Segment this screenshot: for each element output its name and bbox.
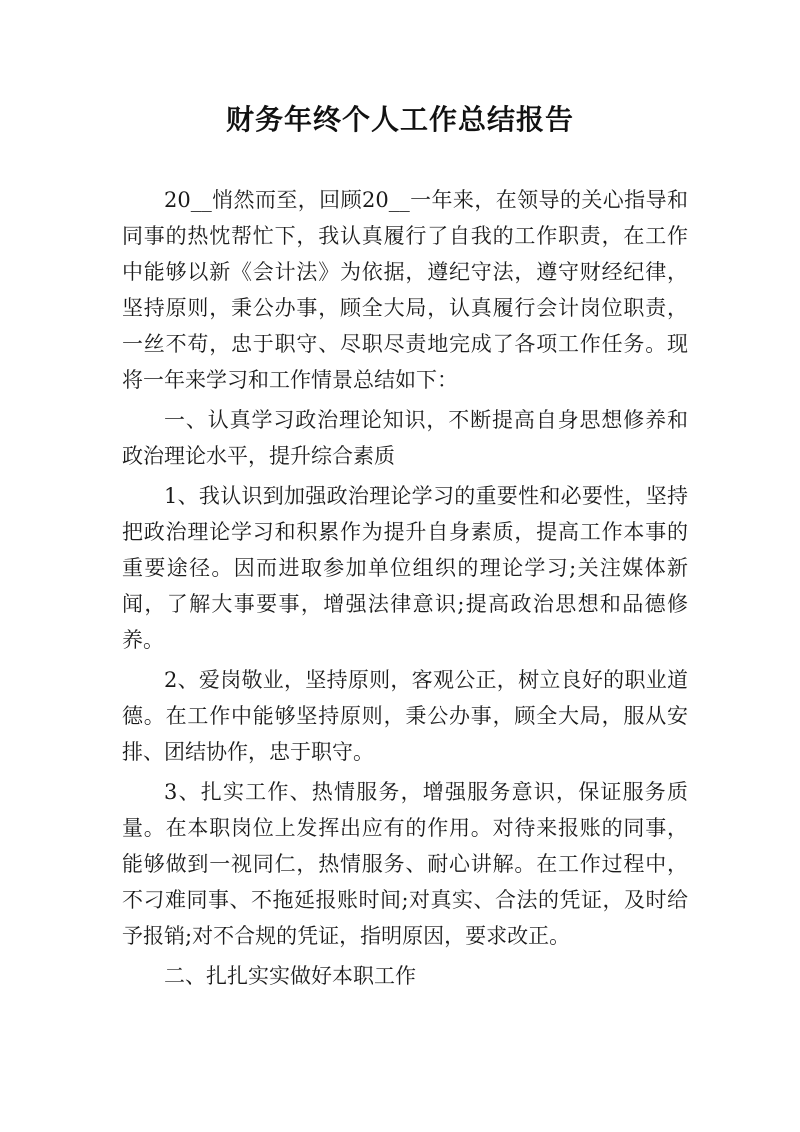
document-title: 财务年终个人工作总结报告 bbox=[225, 103, 574, 136]
paragraph-item-3: 3、扎实工作、热情服务，增强服务意识，保证服务质量。在本职岗位上发挥出应有的作用。对待来报账的同事，能够做到一视同仁，热情服务、耐心讲解。在工作过程中，不刁难同事、不拖延报账时间;对真实、合法的凭证，及时给予报销;对不合规的凭证，指明原因，要求改正。 bbox=[122, 780, 688, 948]
paragraph-section-1-heading: 一、认真学习政治理论知识，不断提高自身思想修养和政治理论水平，提升综合素质 bbox=[122, 408, 688, 468]
paragraph-intro: 20__悄然而至，回顾20__一年来，在领导的关心指导和同事的热忱帮忙下，我认真履行了自我的工作职责，在工作中能够以新《会计法》为依据，遵纪守法，遵守财经纪律，坚持原则，秉公办事，顾全大局，认真履行会计岗位职责，一丝不苟，忠于职守、尽职尽责地完成了各项工作任务。现将一年来学习和工作情景总结如下： bbox=[122, 188, 688, 392]
document-body bbox=[122, 182, 688, 998]
paragraph-section-2-heading: 二、扎扎实实做好本职工作 bbox=[164, 964, 416, 988]
paragraph-item-2: 2、爱岗敬业，坚持原则，客观公正，树立良好的职业道德。在工作中能够坚持原则，秉公办事，顾全大局，服从安排、团结协作，忠于职守。 bbox=[122, 668, 688, 764]
paragraph-item-1: 1、我认识到加强政治理论学习的重要性和必要性，坚持把政治理论学习和积累作为提升自身素质，提高工作本事的重要途径。因而进取参加单位组织的理论学习;关注媒体新闻，了解大事要事，增强法律意识;提高政治思想和品德修养。 bbox=[122, 484, 688, 652]
